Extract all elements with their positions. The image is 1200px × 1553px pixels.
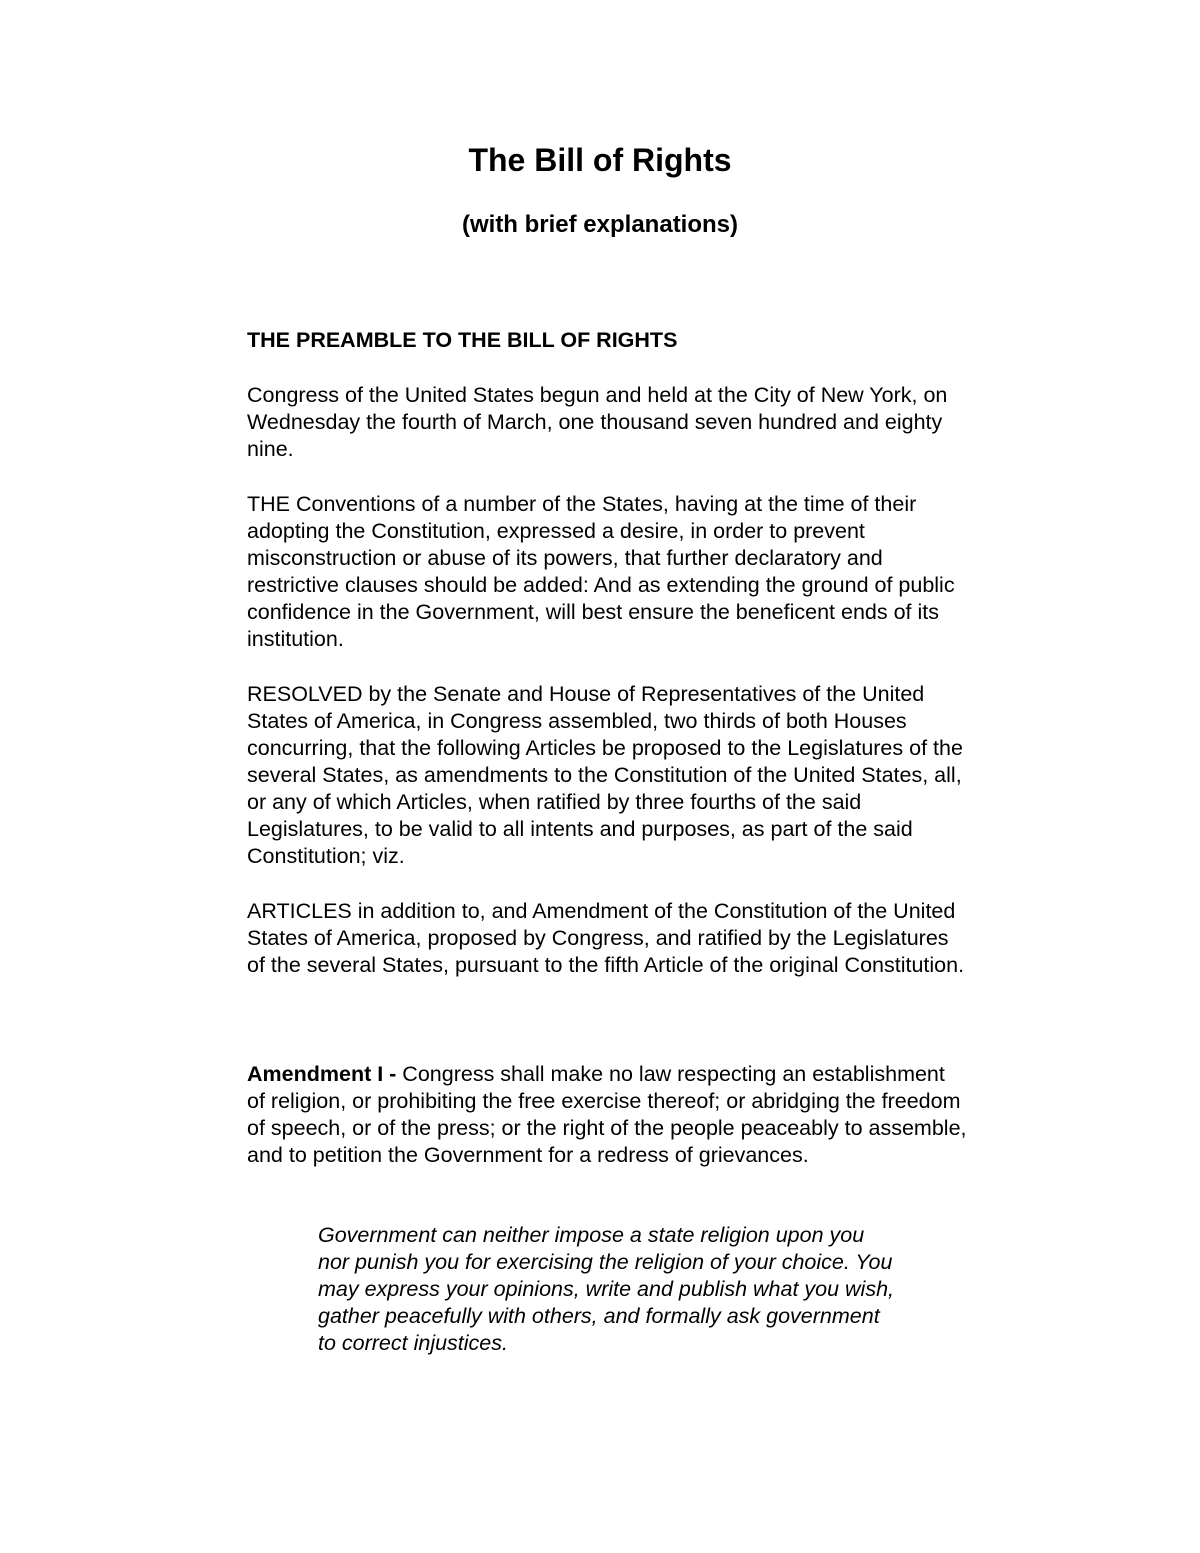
preamble-paragraph-articles: ARTICLES in addition to, and Amendment of the Constitution of the United States of America, proposed by Congress, and ratified by the Legislatures of the several States, pursuant to the fifth Article of the original Constitution. (247, 899, 965, 977)
preamble-paragraph-congress: Congress of the United States begun and held at the City of New York, on Wednesday the fourth of March, one thousand seven hundred and eighty nine. (247, 383, 948, 461)
document-title: The Bill of Rights (468, 142, 732, 178)
amendment-1-explanation: Government can neither impose a state religion upon you nor punish you for exercising the religion of your choice. You may express your opinions, write and publish what you wish, gather peacefully with others, and formally ask government to correct injustices. (318, 1223, 895, 1355)
amendment-1-body: Congress shall make no law respecting an establishment of religion, or prohibiting the free exercise thereof; or abridging the freedom of speech, or of the press; or the right of the people peaceably to assemble, and to petition the Government for a redress of grievances. (247, 1062, 967, 1167)
amendment-1-text (247, 1061, 967, 1169)
amendment-1-label: Amendment I - (247, 1062, 397, 1086)
preamble-paragraph-conventions: THE Conventions of a number of the States, having at the time of their adopting the Constitution, expressed a desire, in order to prevent misconstruction or abuse of its powers, that further declaratory and restrictive clauses should be added: And as extending the ground of public confidence in the Government, will best ensure the beneficent ends of its institution. (247, 492, 955, 651)
preamble-heading: THE PREAMBLE TO THE BILL OF RIGHTS (247, 328, 678, 352)
preamble-paragraph-resolved: RESOLVED by the Senate and House of Representatives of the United States of America, in Congress assembled, two thirds of both Houses concurring, that the following Articles be proposed to the Legislatures of the several States, as amendments to the Constitution of the United States, all, or any of which Articles, when ratified by three fourths of the said Legislatures, to be valid to all intents and purposes, as part of the said Constitution; viz. (247, 682, 963, 868)
document-subtitle: (with brief explanations) (461, 211, 739, 238)
